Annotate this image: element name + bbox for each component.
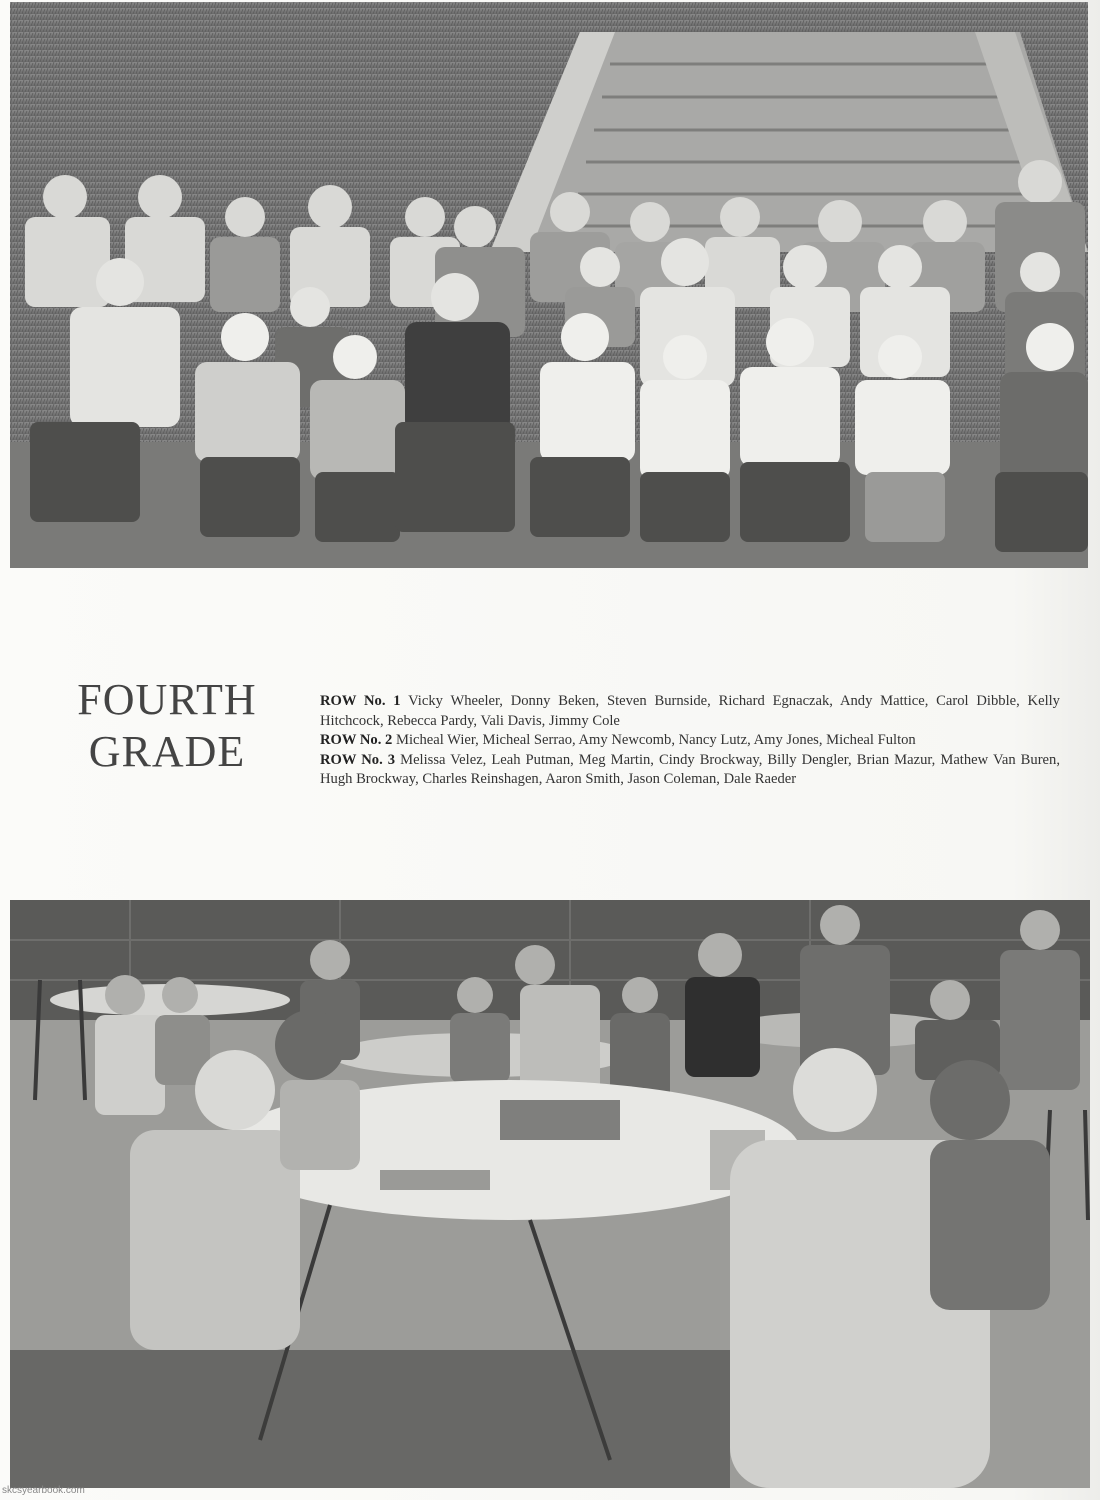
row-3	[320, 751, 1060, 790]
grade-title-line-2: GRADE	[88, 727, 246, 776]
row-2	[320, 731, 1060, 751]
grade-title	[52, 674, 282, 778]
class-photo	[10, 2, 1088, 568]
row-3-label: ROW No. 3	[320, 751, 396, 768]
caption-block	[0, 672, 1100, 792]
lunch-photo-illustration	[10, 900, 1090, 1488]
row-2-names: Micheal Wier, Micheal Serrao, Amy Newcomb, Nancy Lutz, Amy Jones, Micheal Fulton	[395, 732, 916, 748]
row-2-label: ROW No. 2	[320, 732, 393, 748]
class-photo-illustration	[10, 2, 1088, 568]
row-name-list	[320, 692, 1060, 790]
grade-title-line-1: FOURTH	[77, 675, 257, 724]
row-1	[320, 692, 1060, 731]
row-1-label: ROW No. 1	[320, 693, 401, 709]
lunch-photo	[10, 900, 1090, 1488]
row-1-names: Vicky Wheeler, Donny Beken, Steven Burnside, Richard Egnaczak, Andy Mattice, Carol Dibble, Kelly Hitchcock, Rebecca Pardy, Vali Davis, Jimmy Cole	[320, 693, 1060, 729]
row-3-names: Melissa Velez, Leah Putman, Meg Martin, Cindy Brockway, Billy Dengler, Brian Mazur, Mathew Van Buren, Hugh Brockway, Charles Reinshagen, Aaron Smith, Jason Coleman, Dale Raeder	[320, 751, 1060, 787]
site-watermark: skcsyearbook.com	[2, 1485, 85, 1496]
